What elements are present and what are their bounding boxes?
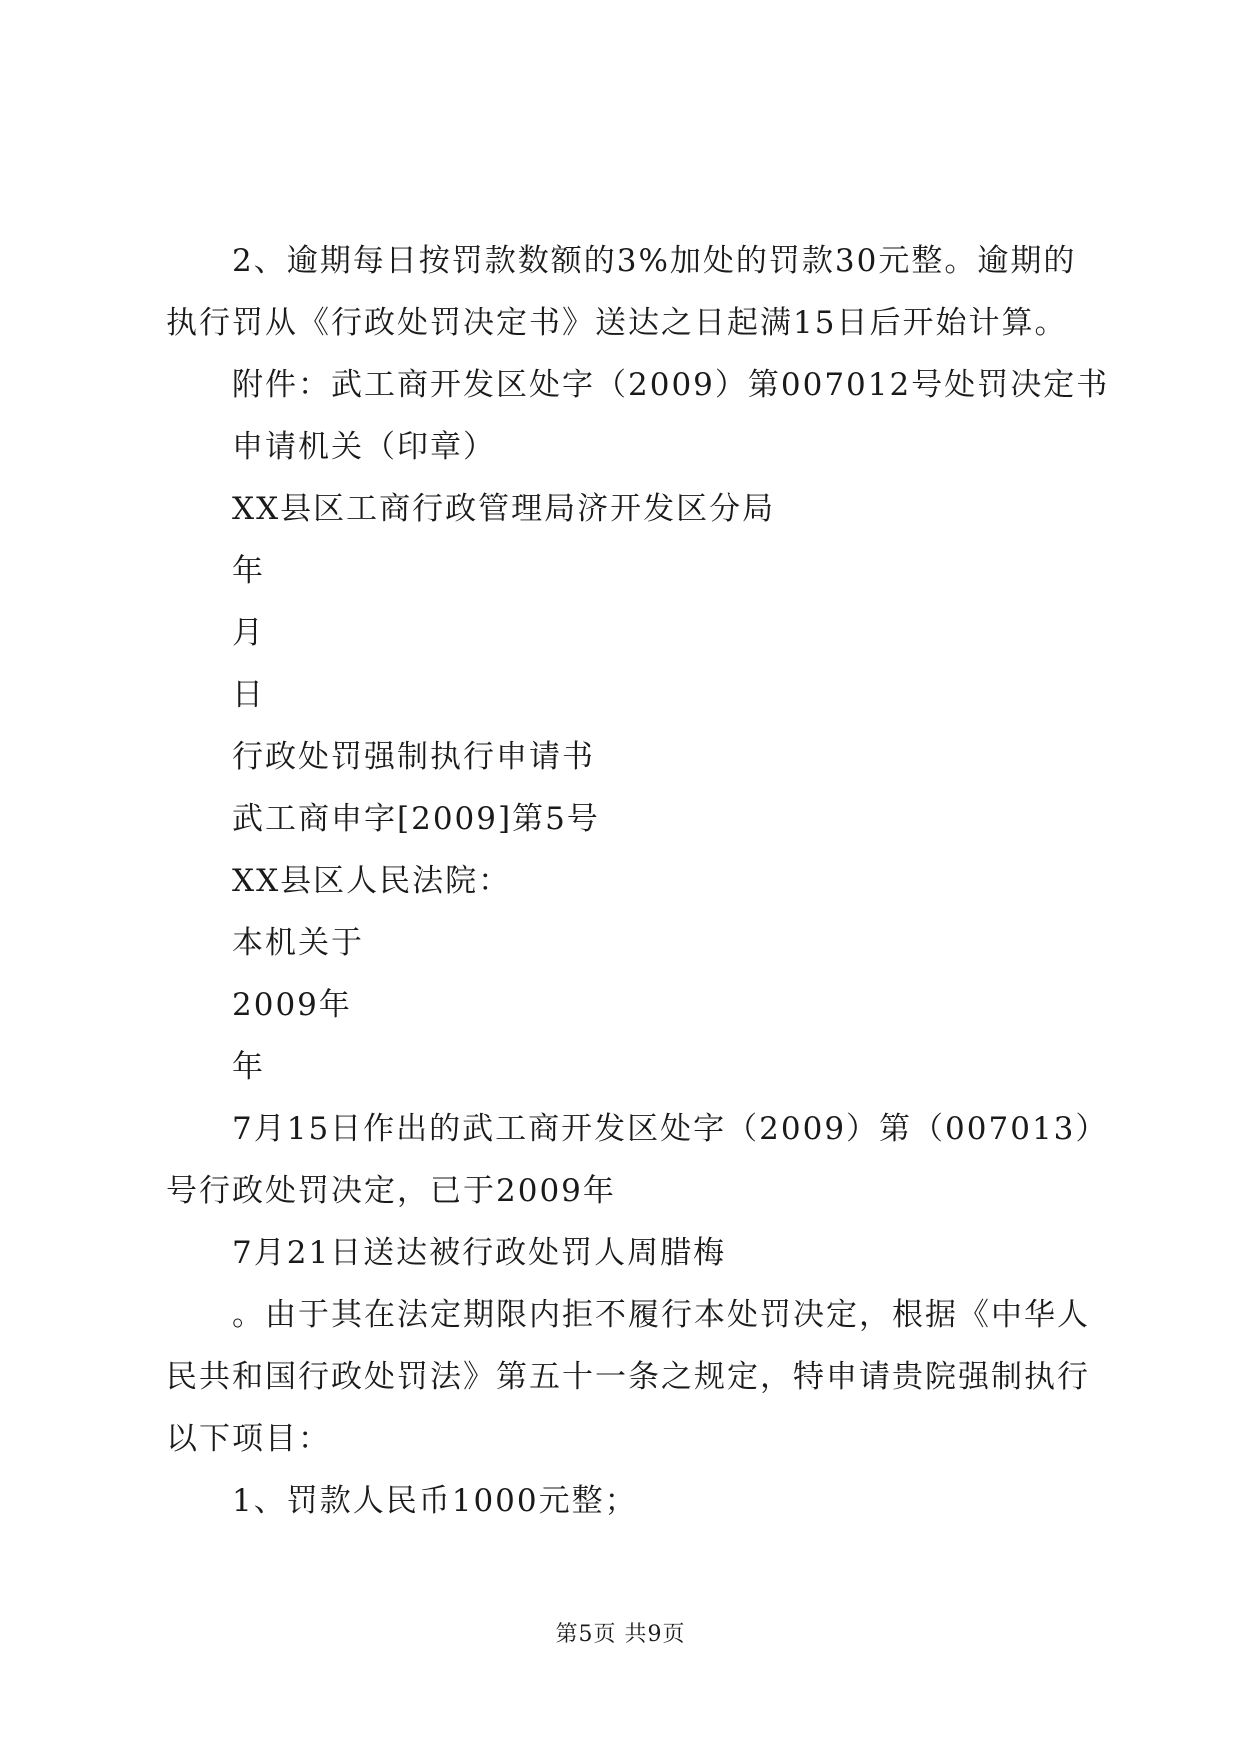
date-month-line: 月 — [232, 615, 265, 651]
attachment-line: 附件：武工商开发区处字（2009）第007012号处罚决定书 — [232, 367, 1110, 403]
body-line: 本机关于 — [232, 925, 364, 961]
body-line: 2、逾期每日按罚款数额的3%加处的罚款30元整。逾期的 — [232, 243, 1077, 279]
body-line: 以下项目： — [166, 1421, 331, 1457]
body-line: 7月21日送达被行政处罚人周腊梅 — [232, 1235, 727, 1271]
date-day-line: 日 — [232, 677, 265, 713]
body-line: 7月15日作出的武工商开发区处字（2009）第（007013） — [232, 1111, 1109, 1147]
applicant-name-line: XX县区工商行政管理局济开发区分局 — [232, 491, 776, 527]
body-line: 。由于其在法定期限内拒不履行本处罚决定，根据《中华人 — [232, 1297, 1090, 1333]
document-title: 行政处罚强制执行申请书 — [232, 739, 595, 775]
page-number-footer: 第5页 共9页 — [555, 1622, 686, 1647]
date-year-line: 年 — [232, 553, 265, 589]
body-line: 民共和国行政处罚法》第五十一条之规定，特申请贵院强制执行 — [166, 1359, 1090, 1395]
addressee-line: XX县区人民法院： — [232, 863, 512, 899]
body-line: 执行罚从《行政处罚决定书》送达之日起满15日后开始计算。 — [166, 305, 1068, 341]
applicant-seal-line: 申请机关（印章） — [232, 429, 496, 465]
body-line: 年 — [232, 1049, 265, 1085]
document-number: 武工商申字[2009]第5号 — [232, 801, 600, 837]
list-item: 1、罚款人民币1000元整； — [232, 1483, 638, 1519]
body-line: 号行政处罚决定，已于2009年 — [166, 1173, 616, 1209]
document-body — [166, 230, 1110, 1532]
body-line: 2009年 — [232, 987, 352, 1023]
